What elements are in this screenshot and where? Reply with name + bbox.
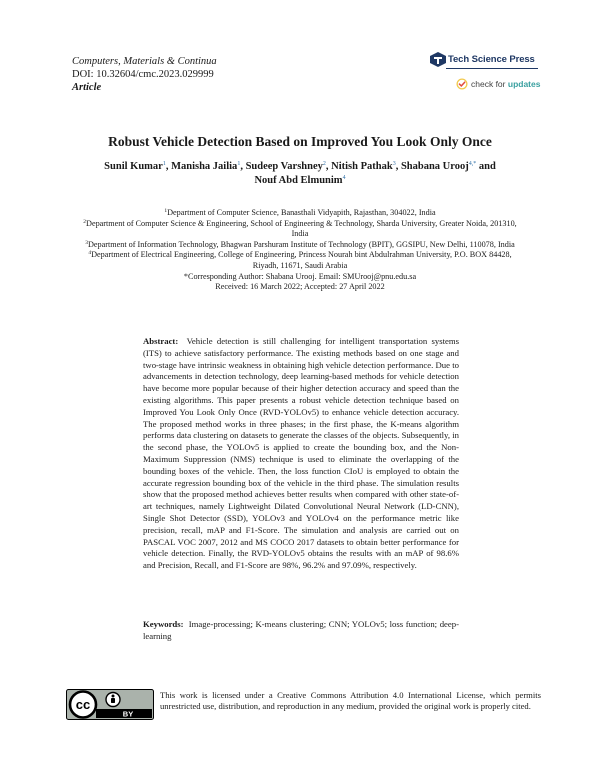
updates-label-word: updates [507,79,541,89]
check-circle-icon [456,78,468,90]
affiliations [60,208,540,293]
author-and: and [478,161,496,172]
affiliation-number: 3 [85,239,88,246]
abstract-text: Vehicle detection is still challenging for intelligent transportation systems (ITS) to achieve satisfactory performance. The existing methods based on one stage and two-stage have intrinsic weakness in obtaining high vehicle detection performance. Due to advancements in detection technology, deep learning-based methods for vehicle detection have become more popular because of their higher detection accuracy and speed than the existing algorithms. This paper presents a robust vehicle detection technique based on Improved You Look Only Once (RVD-YOLOv5) to enhance vehicle detection accuracy. The proposed method works in three phases; in the first phase, the K-means algorithm performs data clustering on datasets to generate the classes of the objects. Subsequently, in the second phase, the YOLOv5 is applied to create the bounding box, and the Non-Maximum Suppression (NMS) technique is used to eliminate the overlapping of the bounding boxes of the vehicle. Then, the loss function CIoU is employed to obtain the accurate regression bounding box of the vehicle in the third phase. The simulation results show that the proposed method achieves better results when compared with other state-of-art techniques, namely Lightweight Dilated Convolutional Neural Network (LD-CNN), Single Shot Detector (SSD), YOLOv3 and YOLOv4 on the performance metric like precision, recall, mAP and F1-Score. The simulation and analysis are carried out on PASCAL VOC 2007, 2012 and MS COCO 2017 datasets to obtain better performance for vehicle detection. Finally, the RVD-YOLOv5 obtains the results with an mAP of 98.6% and Precision, Recall, and F1-Score are 98%, 96.2% and 97.09%, respectively. [143,336,459,571]
doi: DOI: 10.32604/cmc.2023.029999 [72,69,214,80]
author-affiliation-mark[interactable]: 4,* [468,161,477,167]
abstract-label: Abstract: [143,336,179,346]
publisher-logo[interactable] [430,52,540,67]
author-separator: , [325,161,329,172]
check-for-updates-badge[interactable] [456,78,540,90]
author-affiliation-mark[interactable]: 3 [392,161,396,167]
author-affiliation-mark[interactable]: 1 [162,161,166,167]
publisher-name: Tech Science Press [448,54,535,65]
keywords-text: Image-processing; K-means clustering; CNN; YOLOv5; loss function; deep-learning [143,619,459,641]
affiliation-number: 4 [88,250,92,257]
updates-label-prefix: check for [471,79,506,89]
author-name: Nouf Abd Elmunim [254,175,343,186]
author-separator: , [240,161,243,172]
cc-text: cc [75,697,91,712]
journal-name: Computers, Materials & Continua [72,56,217,67]
author-name: Manisha Jailia [171,161,238,172]
author-name: Sudeep Varshney [245,161,323,172]
affiliation-number: 1 [164,208,168,214]
author-name: Nitish Pathak [331,161,393,172]
cc-by-license-icon [66,689,154,720]
paper-title: Robust Vehicle Detection Based on Improved You Look Only Once [108,134,492,149]
corresponding-author: *Corresponding Author: Shabana Urooj. Email: SMUrooj@pnu.edu.sa [183,271,417,281]
affiliation-text: Department of Information Technology, Bhagwan Parshuram Institute of Technology (BPIT), GGSIPU, New Delhi, 110078, India [87,239,515,249]
affiliation-text: Department of Electrical Engineering, College of Engineering, Princess Nourah bint Abdulrahman University, P.O. BOX 84428, Riyadh, 11671, Saudi Arabia [91,250,512,270]
creative-commons-badge[interactable] [66,689,154,720]
keywords [143,619,459,643]
affiliation-item [60,208,540,219]
author-separator: , [165,161,169,172]
publisher-emblem-icon [430,52,446,67]
keywords-label: Keywords: [143,619,184,629]
affiliation-item [60,219,540,240]
publisher-underline [446,68,538,69]
affiliation-number: 2 [83,218,87,225]
license-text: This work is licensed under a Creative Commons Attribution 4.0 International License, which permits unrestricted use, distribution, and reproduction in any medium, provided the original work is properly cited. [160,690,541,712]
author-affiliation-mark[interactable]: 2 [322,161,326,167]
received-accepted-dates: Received: 16 March 2022; Accepted: 27 April 2022 [215,282,385,292]
affiliation-item [60,250,540,271]
author-name: Sunil Kumar [104,161,163,172]
author-list [60,160,540,188]
author-name: Shabana Urooj [400,161,469,172]
affiliation-item [60,240,540,251]
article-type: Article [72,82,102,93]
author-separator: , [395,161,399,172]
affiliation-text: Department of Computer Science, Banasthali Vidyapith, Rajasthan, 304022, India [167,208,436,217]
author-affiliation-mark[interactable]: 1 [237,161,241,167]
author-affiliation-mark[interactable]: 4 [342,175,346,181]
by-text: BY [122,709,134,719]
affiliation-text: Department of Computer Science & Engineering, School of Engineering & Technology, Sharda University, Greater Noida, 201310, India [86,218,517,239]
abstract [143,336,459,572]
